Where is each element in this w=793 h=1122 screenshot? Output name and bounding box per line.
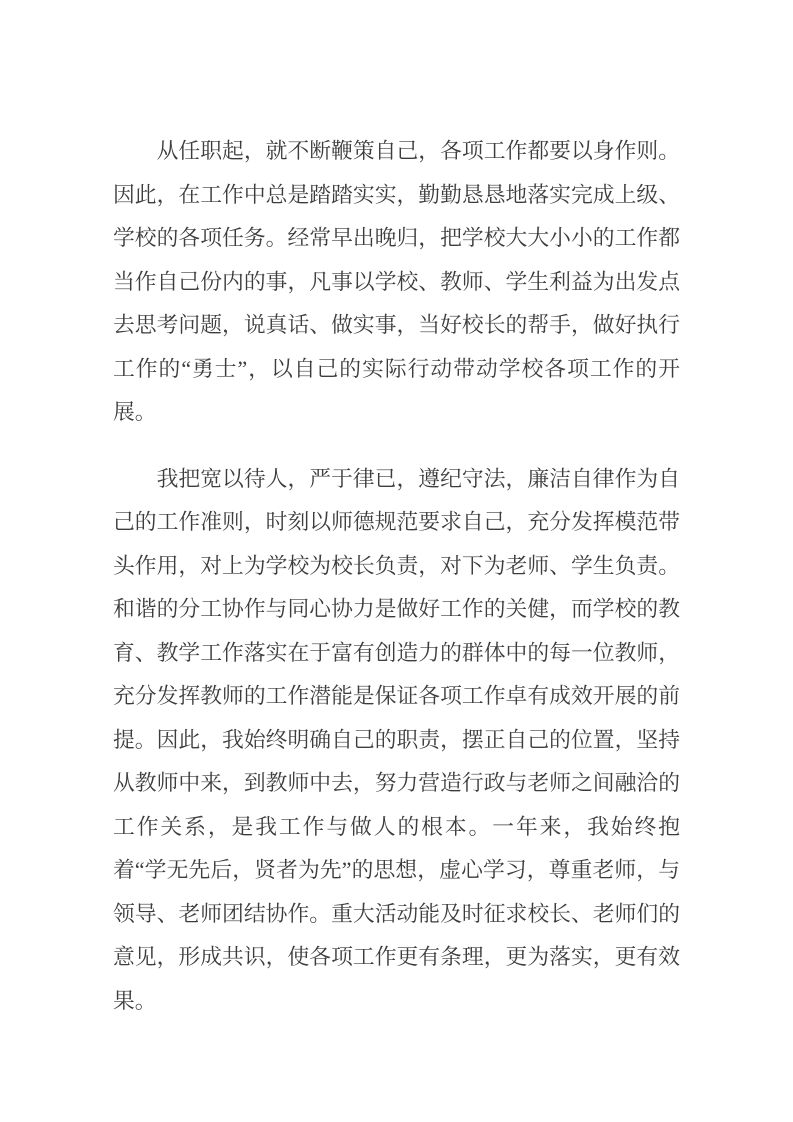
paragraph-2: 我把宽以待人，严于律已，遵纪守法，廉洁自律作为自己的工作准则，时刻以师德规范要求自己，充分发挥模范带头作用，对上为学校为校长负责，对下为老师、学生负责。和谐的分工协作与同心协力是做好工作的关健，而学校的教育、教学工作落实在于富有创造力的群体中的每一位教师，充分发挥教师的工作潜能是保证各项工作卓有成效开展的前提。因此，我始终明确自己的职责，摆正自己的位置，坚持从教师中来，到教师中去，努力营造行政与老师之间融洽的工作关系，是我工作与做人的根本。一年来，我始终抱着“学无先后，贤者为先”的思想，虚心学习，尊重老师，与领导、老师团结协作。重大活动能及时征求校长、老师们的意见，形成共识，使各项工作更有条理，更为落实，更有效果。 — [113, 466, 680, 1013]
document-body — [113, 130, 680, 1023]
paragraph-1: 从任职起，就不断鞭策自己，各项工作都要以身作则。因此，在工作中总是踏踏实实，勤勤恳恳地落实完成上级、学校的各项任务。经常早出晚归，把学校大大小小的工作都当作自己份内的事，凡事以学校、教师、学生利益为出发点去思考问题，说真话、做实事，当好校长的帮手，做好执行工作的“勇士”，以自己的实际行动带动学校各项工作的开展。 — [113, 139, 680, 424]
